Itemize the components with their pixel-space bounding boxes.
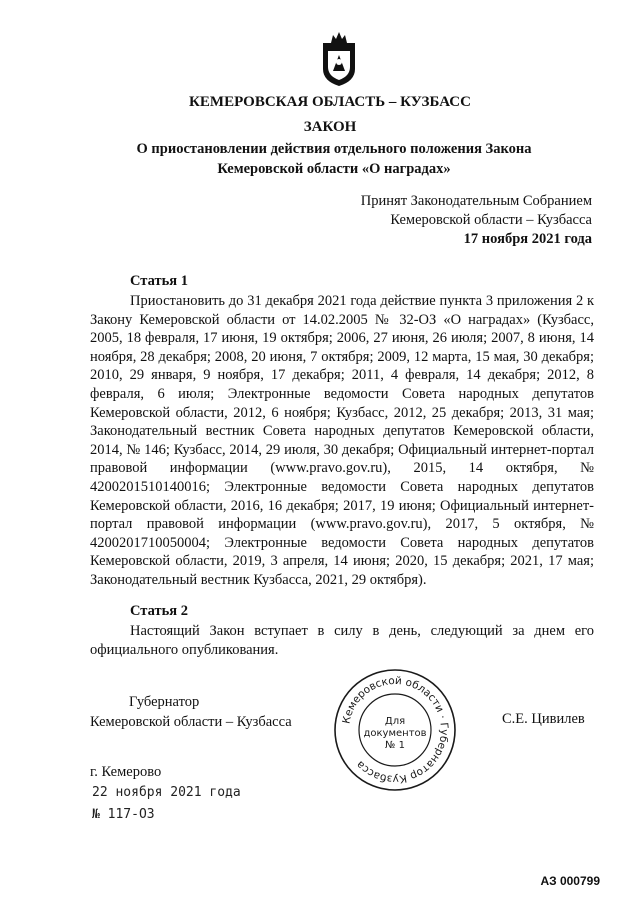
official-stamp: [332, 667, 458, 793]
stamp-ring-text: Кемеровской области · Губернатор Кузбасса: [340, 674, 451, 786]
article-2-heading: Статья 2: [130, 603, 188, 619]
signing-date: 22 ноября 2021 года: [92, 785, 241, 800]
city: г. Кемерово: [90, 764, 162, 780]
adoption-line-2: Кемеровской области – Кузбасса: [390, 212, 592, 228]
title-line-1: О приостановлении действия отдельного положения Закона: [136, 141, 532, 157]
document-title: [14, 139, 640, 179]
region-heading: КЕМЕРОВСКАЯ ОБЛАСТЬ – КУЗБАСС: [189, 94, 471, 110]
form-serial-number: АЗ 000799: [540, 874, 600, 888]
governor-title-line-1: Губернатор: [129, 694, 200, 710]
stamp-center-line-2: документов: [363, 728, 427, 739]
governor-name: С.Е. Цивилев: [502, 711, 585, 727]
article-1-heading: Статья 1: [130, 273, 188, 289]
governor-title-line-2: Кемеровской области – Кузбасса: [90, 714, 292, 730]
document-type: ЗАКОН: [303, 119, 357, 135]
adoption-date: 17 ноября 2021 года: [463, 231, 592, 247]
coat-of-arms-icon: [319, 29, 359, 87]
adoption-block: [361, 192, 592, 249]
law-number: № 117-ОЗ: [92, 807, 155, 822]
article-2-text: Настоящий Закон вступает в силу в день, следующий за днем его официального опубликования.: [90, 623, 594, 658]
article-1-text: Приостановить до 31 декабря 2021 года действие пункта 3 приложения 2 к Закону Кемеровской области от 14.02.2005 № 32-ОЗ «О наградах» (Кузбасс, 2005, 18 февраля, 17 июня, 19 октября; 2006, 27 июня, 26 июля; 2007, 8 июня, 14 ноября, 28 декабря; 2008, 20 июня, 7 октября; 2009, 12 марта, 15 мая, 30 декабря; 2010, 29 января, 9 ноября, 17 декабря; 2011, 4 февраля, 14 декабря; 2012, 8 февраля, 6 июля; Электронные ведомости Совета народных депутатов Кемеровской области, 2012, 6 ноября; Кузбасс, 2012, 25 декабря; 2013, 31 мая; Законодательный вестник Совета народных депутатов Кемеровской области, 2014, № 146; Кузбасс, 2014, 29 июля, 30 декабря; Официальный интернет-портал правовой информации (www.pravo.gov.ru), 2015, 14 октября, № 4200201510140016; Электронные ведомости Совета народных депутатов Кемеровской области, 2016, 16 декабря; 2017, 19 июня; Официальный интернет-портал правовой информации (www.pravo.gov.ru), 2017, 5 октября, № 4200201710050004; Электронные ведомости Совета народных депутатов Кемеровской области, 2019, 3 апреля, 14 июня; 2020, 15 декабря; 2021, 17 мая; Законодательный вестник Кузбасса, 2021, 29 октября).: [90, 293, 594, 588]
stamp-center-line-3: № 1: [385, 740, 405, 751]
stamp-center-line-1: Для: [384, 716, 406, 727]
title-line-2: Кемеровской области «О наградах»: [217, 161, 451, 177]
adoption-line-1: Принят Законодательным Собранием: [360, 193, 592, 209]
governor-title: [90, 692, 292, 732]
